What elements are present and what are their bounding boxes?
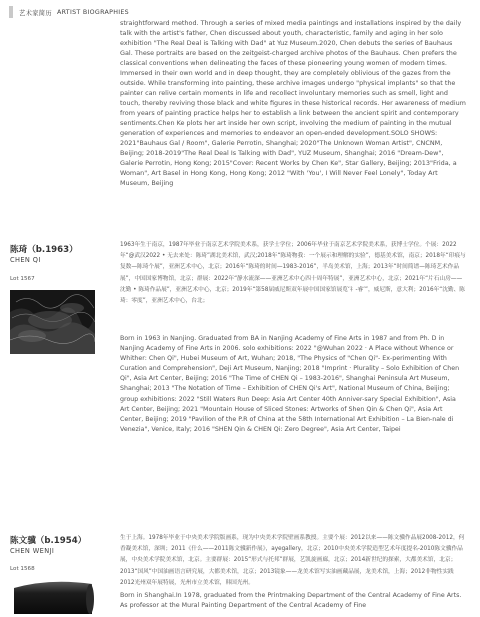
lot-number: Lot 1568 <box>10 566 35 572</box>
artist-name-zh: 陈文骥（b.1954） <box>10 536 87 546</box>
artwork-thumbnail-chen-wenji <box>10 576 95 614</box>
artist-bio-en: Born in 1963 in Nanjing. Graduated from BA in Nanjing Academy of Fine Arts in 1987 and from Ph. D in Nanjing Academy of Fine Arts in 2006. solo exhibitions: 2022 "@Wuhan 2022 · A Place without Whence or Whither: Chen Qi", Hubei Museum of Art, Wuhan; 2018, "The Physics of "Chen Qi"- Ex-perimenting With Curation and Comprehension", Deji Art Museum, Nanjing; 2018 "Imprint · Plurality – Solo Exhibition of Chen Qi", Asia Art Center, Beijing; 2016 "The Time of CHEN Qi – 1983-2016", Shanghai Peninsula Art Museum, Shanghai; 2013 "The Notation of Time – Exhibition of CHEN Qi's Art", National Museum of China, Beijing; group exhibitions: 2022 "Still Waters Run Deep: Asia Art Center 40th Anniver-sary Special Exhibition", Asia Art Center, Beijing; 2021 "Mountain House of Sliced Stones: Artworks of Shen Qin & Chen Qi", Asia Art Center, Beijing; 2019 "Pavilion of the P.R of China at the 58th International Art Exhibition – La Bien-nale di Venezia", Venice, Italy; 2016 "SHEN Qin & CHEN Qi: Zero Degree", Asia Art Center, Taipei <box>120 335 460 433</box>
intro-biography-text: straightforward method. Through a series of mixed media paintings and installations inspired by the daily talk with the artist's father, Chen discussed about youth, characteristic, family and aging in her solo exhibition "The Real Deal is Talking with Dad" at Yuz Museum.2020, Chen debuts the series of Bauhaus Gal. These portraits are based on the zeitgeist-charged archive photos of the Bauhaus. Chen prefers the classical conventions when delineating the faces of these pioneering young women of modern times. Immersed in their own world and in deep thought, they are completely oblivious of the gazes from the outside. While transforming into painting, these archive images undergo "physical implants" so that the painter can relive certain moments in life and recollect involuntary memories such as smell, light and touch, thereby reviving those black and white figures in these historical records. Her awareness of medium from years of painting practice helps her to establish a link between the ancient spirit and contemporary sentiments.Chen Ke plots her art inside her own script, involving the medium of painting in the mutual generation of experiences and memories to endeavor an open-ended development.SOLO SHOWS: 2021"Bauhaus Gal / Room", Galerie Perrotin, Shanghai; 2020"The Unknown Woman Artist", CNCNM, Beijing; 2018-2019"The Real Deal Is Talking with Dad", YUZ Museum, Shanghai; 2016 "Dream-Dew", Galerie Perrotin, Hong Kong; 2015"Cover: Recent Works by Chen Ke", Star Gallery, Beijing; 2013"Frida, a Woman", Art Basel in Hong Kong, Hong Kong; 2012 "With 'You', I Will Never Feel Lonely", Today Art Museum, Beijing <box>120 19 466 187</box>
artwork-thumbnail-chen-qi <box>10 290 95 354</box>
artist-bio-zh: 生于上海。1978年毕业于中央美术学院版画系，现为中央美术学院壁画系教授。主要个展：2012以来——陈文骥作品展2008-2012，何香凝美术馆，深圳；2011《什么——2011陈文骥新作展》，ayegallery，北京；2010中央美术学院造型艺术年度提名-2010陈文骥作品展，中央美术学院美术馆，北京。主要群展：2015“形式与托邦”群展，艺凯旋画廊，北京；2014新世纪的探索，大都美术馆，北京；2013“国风”中国油画语言研究展，大都美术馆，北京；2013镜象——龙美术馆写实油画藏品展，龙美术馆，上海；2012非物性实践2012光州双年展特展，光州市立美术馆，韩国光州。 <box>120 535 465 586</box>
artist-bio-en: Born in Shanghai.In 1978, graduated from the Printmaking Department of the Central Academy of Fine Arts. As professor at the Mural Painting Department of the Central Academy of Fine <box>120 592 462 610</box>
header-section-zh: 艺术家简历 <box>19 9 52 17</box>
header-accent-bar <box>9 6 13 18</box>
artist-name-en: CHEN WENJI <box>10 547 55 555</box>
header-section-en: ARTIST BIOGRAPHIES <box>56 8 129 16</box>
lot-number: Lot 1567 <box>10 276 35 282</box>
artist-bio-zh: 1963年生于南京，1987年毕业于南京艺术学院美术系，获学士学位；2006年毕业于南京艺术学院美术系，获博士学位。个展：2022年“@武汉2022 • 无去来处：陈琦”湖北美术馆，武汉;2018年“陈琦物我：一个展示和理解的实验”，德基美术馆，南京；2018年“印痕与复数—陈琦个展”，亚洲艺术中心，北京；2016年“陈琦的时间—1983-2016”，半岛美术馆，上海；2013年“时间简谱—陈琦艺术作品展”，中国国家博物馆，北京；群展：2022年“静水流深——亚洲艺术中心四十周年特展”，亚洲艺术中心，北京；2021年“片石山房——沈勤 • 陈琦作品展”，亚洲艺术中心，北京；2019年“第58届威尼斯双年展中国国家馆展览‘礻-睿’”，威尼斯，意大利；2016年“沈勤、陈琦：零度”，亚洲艺术中心，台北； <box>120 242 466 305</box>
artist-name-en: CHEN QI <box>10 256 41 264</box>
artist-name-zh: 陈琦（b.1963） <box>10 245 78 255</box>
